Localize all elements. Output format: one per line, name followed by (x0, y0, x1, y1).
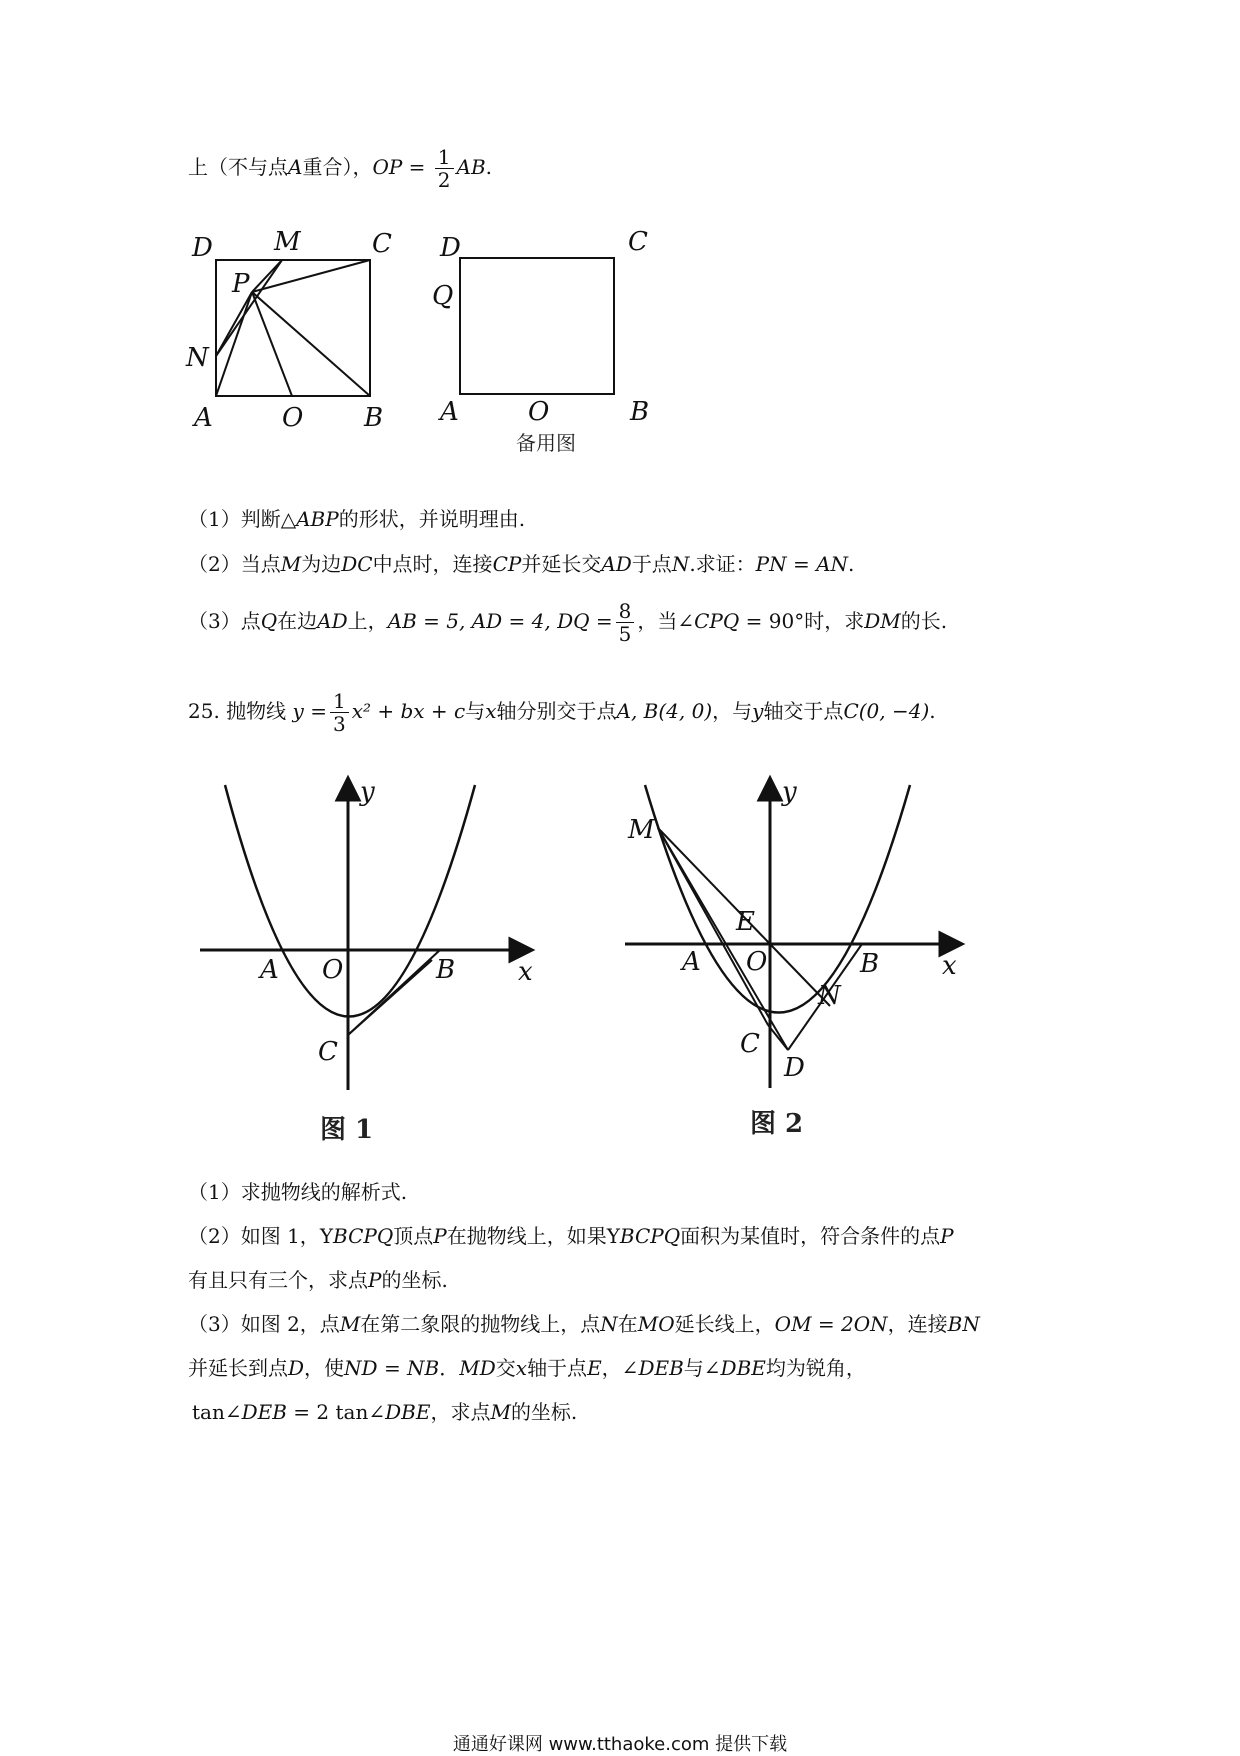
m: AD (317, 609, 348, 633)
intro-end: . (485, 155, 493, 179)
t: （2）如图 1， (188, 1224, 320, 1248)
q25-part1 (188, 1178, 407, 1206)
fig2-label-o: O (746, 947, 768, 977)
fraction-num: 8 (616, 600, 635, 623)
q24-p1-tri: ABP (296, 507, 339, 531)
fig2-label-d: D (784, 1053, 805, 1083)
m: y (752, 699, 764, 723)
page-footer: 通通好课网 www.tthaoke.com 提供下载 (452, 1734, 788, 1755)
t: 轴交于点 (763, 699, 844, 723)
t: 于点 (631, 552, 672, 576)
t: 的长. (900, 609, 948, 633)
t: ． (439, 1356, 460, 1380)
intro-point: A (288, 155, 303, 179)
t: （2）当点 (188, 552, 281, 576)
fraction-num: 1 (330, 690, 349, 713)
t: 有且只有三个，求点 (188, 1268, 368, 1292)
t: 的坐标. (510, 1400, 578, 1424)
m: DEB (241, 1400, 287, 1424)
t: ，∠ (601, 1356, 639, 1380)
q25-part2-line1 (188, 1222, 954, 1250)
t: 与 (465, 699, 486, 723)
m: P (433, 1224, 447, 1248)
t: 的坐标. (381, 1268, 448, 1292)
m: E (587, 1356, 602, 1380)
m: DM (864, 609, 901, 633)
intro-line (188, 146, 492, 191)
m: OM = 2ON (774, 1312, 888, 1336)
figure-2 (625, 777, 960, 1139)
m: MD (459, 1356, 496, 1380)
fig2-label-b: B (860, 949, 880, 979)
t: 在抛物线上，如果 (446, 1224, 607, 1248)
t: 交 (495, 1356, 516, 1380)
label-spare-b: B (630, 397, 650, 427)
segment-pa (216, 292, 252, 396)
t: ，连接 (887, 1312, 948, 1336)
m: M (490, 1400, 511, 1424)
label-p: P (232, 269, 250, 299)
q25-part2-line2 (188, 1266, 448, 1294)
q24-part2 (188, 550, 854, 578)
m: BCPQ (333, 1224, 394, 1248)
label-spare-c: C (628, 227, 648, 257)
t: ，与 (712, 699, 753, 723)
t: 均为锐角， (765, 1356, 866, 1380)
t: 在边 (277, 609, 318, 633)
m: N (671, 552, 690, 576)
m: CP (492, 552, 522, 576)
figure-spare-rectangle (432, 227, 649, 455)
label-spare-q: Q (432, 281, 454, 311)
m: BN (947, 1312, 980, 1336)
t: 中点时，连接 (372, 552, 493, 576)
segment-pc (252, 260, 370, 292)
figure-1 (200, 777, 533, 1145)
figure-parabolas (190, 770, 990, 1160)
label-spare-a: A (440, 397, 459, 427)
fraction-den: 3 (332, 712, 346, 736)
t: 25. 抛物线 (188, 699, 287, 723)
intro-text: 上（不与点 (188, 155, 288, 179)
label-b: B (364, 403, 384, 433)
intro-eq: = (402, 155, 432, 179)
segment-po (252, 292, 292, 396)
fraction-den: 5 (618, 622, 632, 646)
t: .求证： (689, 552, 756, 576)
m: ND = NB (344, 1356, 440, 1380)
label-spare-o: O (528, 397, 550, 427)
m: x (485, 699, 497, 723)
fig1-label-x: x (518, 957, 533, 987)
m: AD (601, 552, 632, 576)
t: （3）点 (188, 609, 261, 633)
q25-p1-text: （1）求抛物线的解析式. (188, 1180, 408, 1204)
fig1-label-a: A (260, 955, 279, 985)
fig1-segment-cp (348, 960, 432, 1035)
m: PN = AN (755, 552, 849, 576)
intro-text-2: 重合）， (302, 155, 373, 179)
t: 在第二象限的抛物线上，点 (360, 1312, 601, 1336)
t: 顶点 (393, 1224, 434, 1248)
m: x (515, 1356, 528, 1380)
fig1-label-c: C (318, 1037, 338, 1067)
fig2-label-a: A (682, 947, 701, 977)
fig2-label-e: E (736, 907, 755, 937)
q25-part3-line3 (192, 1398, 577, 1426)
m: DC (341, 552, 373, 576)
caption-spare: 备用图 (516, 431, 576, 455)
fig2-label-n: N (818, 981, 841, 1011)
fig1-label-o: O (322, 955, 344, 985)
m: BCPQ (619, 1224, 681, 1248)
q25-part3-line2 (188, 1354, 866, 1382)
m: x² + bx + c (351, 699, 466, 723)
m: M (339, 1312, 361, 1336)
label-n: N (186, 343, 209, 373)
t: 轴分别交于点 (496, 699, 617, 723)
label-d: D (192, 233, 213, 263)
t: . (848, 552, 855, 576)
fraction-den: 2 (437, 168, 451, 192)
m: C(0, −4) (843, 699, 930, 723)
m: P (368, 1268, 382, 1292)
t: 在 (617, 1312, 638, 1336)
label-o: O (282, 403, 304, 433)
t: 延长线上， (674, 1312, 775, 1336)
fig1-label-b: B (436, 955, 456, 985)
m: P (940, 1224, 954, 1248)
m: DBE (385, 1400, 431, 1424)
t: 与∠ (683, 1356, 721, 1380)
q24-p1-text-2: 的形状，并说明理由. (338, 507, 526, 531)
m: DBE (720, 1356, 766, 1380)
t: . (929, 699, 936, 723)
m: N (600, 1312, 618, 1336)
m: M (280, 552, 302, 576)
t: 轴于点 (527, 1356, 588, 1380)
m: Q (260, 609, 278, 633)
intro-fraction (435, 146, 454, 191)
figure-rectangles (180, 220, 680, 460)
t: ，求点 (430, 1400, 491, 1424)
t: （3）如图 2，点 (188, 1312, 340, 1336)
q24-part1 (188, 505, 525, 533)
q24-p1-text: （1）判断△ (188, 507, 297, 531)
q25-part3-line1 (188, 1310, 980, 1338)
m: A, B(4, 0) (616, 699, 713, 723)
label-spare-d: D (440, 233, 461, 263)
t: 上， (347, 609, 388, 633)
fraction-num: 1 (435, 146, 454, 169)
rect-spare (460, 258, 614, 394)
label-m: M (274, 227, 301, 257)
q24-p3-fraction (616, 600, 635, 645)
fig2-label-m: M (628, 815, 655, 845)
fig2-label-y: y (782, 777, 797, 807)
t: ，当∠ (637, 609, 695, 633)
parallelogram-symbol: Y (606, 1224, 620, 1248)
t: = 90°时，求 (739, 609, 865, 633)
q24-part3 (188, 600, 947, 645)
fig1-label-y: y (360, 777, 375, 807)
fig2-caption: 图 2 (750, 1109, 804, 1139)
intro-rhs: AB (456, 155, 486, 179)
m: MO (637, 1312, 675, 1336)
m: y = (292, 699, 327, 723)
t: 为边 (301, 552, 342, 576)
m: D (288, 1356, 305, 1380)
m: AB = 5, AD = 4, DQ = (387, 609, 613, 633)
m: DEB (638, 1356, 684, 1380)
fig1-caption: 图 1 (320, 1115, 374, 1145)
t: 并延长交 (521, 552, 602, 576)
fig2-label-c: C (740, 1029, 760, 1059)
intro-lhs: OP (372, 155, 403, 179)
t: = 2 tan∠ (286, 1400, 386, 1424)
m: CPQ (694, 609, 740, 633)
t: 并延长到点 (188, 1356, 288, 1380)
q25-fraction (330, 690, 349, 735)
label-c: C (372, 229, 392, 259)
q25-stem (188, 690, 936, 735)
t: ，使 (304, 1356, 345, 1380)
label-a: A (194, 403, 213, 433)
t: 面积为某值时，符合条件的点 (680, 1224, 941, 1248)
fig2-label-x: x (942, 951, 957, 981)
t: tan∠ (192, 1400, 242, 1424)
segment-pb (252, 292, 370, 396)
parallelogram-symbol: Y (319, 1224, 334, 1248)
